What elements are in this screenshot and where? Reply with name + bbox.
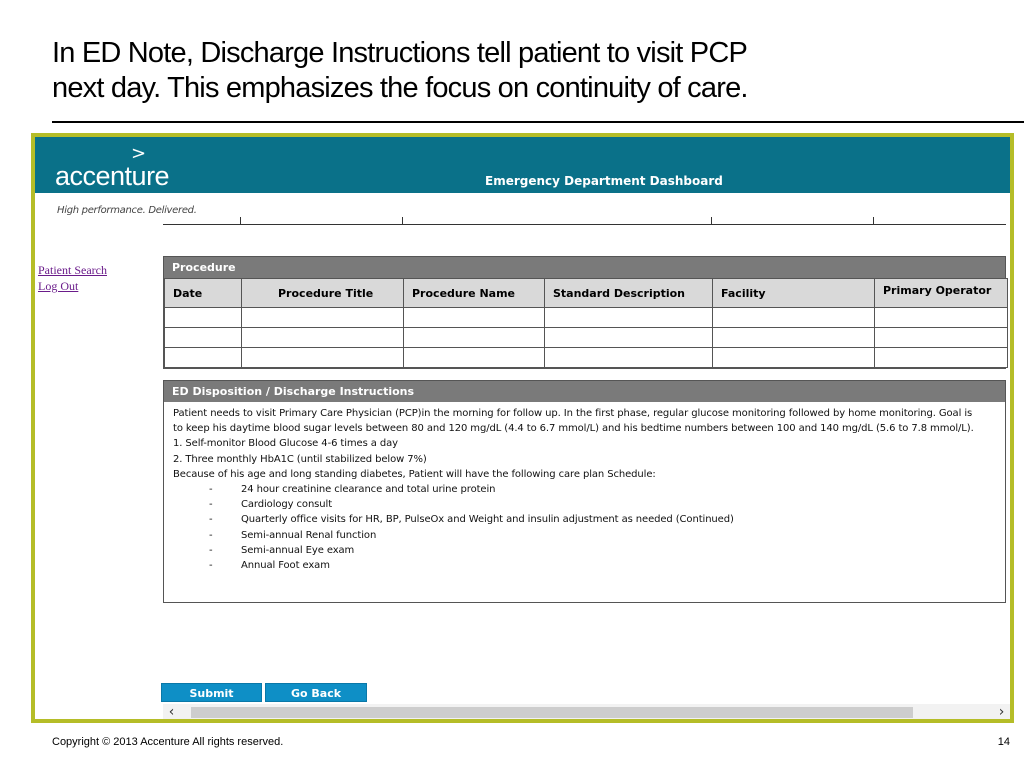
table-cell[interactable] — [545, 328, 713, 348]
table-cell[interactable] — [404, 348, 545, 368]
table-cell[interactable] — [242, 348, 404, 368]
instruction-line: to keep his daytime blood sugar levels between 80 and 120 mg/dL (4.4 to 6.7 mmol/L) and his bedtime numbers between 100 and 140 mg/dL (5.6 to 7.8 mmol/L). — [173, 423, 974, 435]
table-row[interactable] — [165, 308, 1008, 328]
table-cell[interactable] — [875, 328, 1008, 348]
previous-table-row-cutoff — [163, 217, 1006, 225]
app-header — [35, 137, 1010, 193]
list-item-text: Quarterly office visits for HR, BP, PulseOx and Weight and insulin adjustment as needed (Continued) — [241, 514, 734, 526]
table-cell[interactable] — [545, 308, 713, 328]
table-cell[interactable] — [165, 328, 242, 348]
table-cell[interactable] — [713, 348, 875, 368]
list-dash: - — [209, 484, 213, 496]
side-nav — [38, 262, 107, 294]
table-cell[interactable] — [545, 348, 713, 368]
list-item-text: Annual Foot exam — [241, 560, 330, 572]
list-item-text: Cardiology consult — [241, 499, 333, 511]
accenture-logo: accenture — [55, 161, 170, 191]
column-facility: Facility — [713, 279, 875, 308]
table-cell[interactable] — [242, 328, 404, 348]
list-dash: - — [209, 544, 213, 556]
table-cell[interactable] — [875, 348, 1008, 368]
table-cell[interactable] — [165, 348, 242, 368]
instruction-line: Because of his age and long standing diabetes, Patient will have the following care plan Schedule: — [173, 468, 656, 480]
table-cell[interactable] — [242, 308, 404, 328]
horizontal-scrollbar[interactable] — [163, 704, 1010, 721]
list-dash: - — [209, 499, 213, 511]
list-item-text: Semi-annual Eye exam — [241, 544, 355, 556]
care-plan-schedule-list — [173, 482, 996, 573]
list-item — [173, 528, 996, 543]
table-cell[interactable] — [875, 308, 1008, 328]
procedure-table — [164, 278, 1008, 368]
list-item — [173, 482, 996, 497]
log-out-link[interactable]: Log Out — [38, 279, 79, 293]
copyright-notice: Copyright © 2013 Accenture All rights reserved. — [52, 736, 284, 748]
table-cell[interactable] — [713, 308, 875, 328]
column-procedure-name: Procedure Name — [404, 279, 545, 308]
disposition-header: ED Disposition / Discharge Instructions — [164, 381, 1005, 402]
list-dash: - — [209, 514, 213, 526]
chevron-right-icon[interactable]: › — [998, 704, 1005, 720]
slide-title-line-2: next day. This emphasizes the focus on continuity of care. — [52, 72, 748, 104]
table-cell[interactable] — [165, 308, 242, 328]
procedure-header: Procedure — [164, 257, 1005, 278]
patient-search-link[interactable]: Patient Search — [38, 263, 107, 277]
procedure-panel — [163, 256, 1006, 369]
title-divider — [52, 121, 1024, 123]
list-item — [173, 543, 996, 558]
dashboard-screenshot — [31, 133, 1014, 723]
column-date: Date — [165, 279, 242, 308]
dashboard-title: Emergency Department Dashboard — [485, 174, 723, 188]
go-back-button[interactable]: Go Back — [265, 683, 367, 702]
column-standard-description: Standard Description — [545, 279, 713, 308]
instruction-line: 2. Three monthly HbA1C (until stabilized below 7%) — [173, 453, 427, 465]
list-dash: - — [209, 529, 213, 541]
discharge-instructions-text[interactable] — [164, 402, 1005, 577]
column-procedure-title: Procedure Title — [242, 279, 404, 308]
slide-title — [52, 36, 1002, 106]
list-item — [173, 558, 996, 573]
list-item — [173, 497, 996, 512]
column-primary-operator: Primary Operator — [875, 279, 1008, 308]
list-item-text: Semi-annual Renal function — [241, 529, 377, 541]
procedure-header-row — [165, 279, 1008, 308]
instruction-line: 1. Self-monitor Blood Glucose 4-6 times a day — [173, 438, 399, 450]
instruction-line: Patient needs to visit Primary Care Physician (PCP)in the morning for follow up. In the first phase, regular glucose monitoring followed by home monitoring. Goal is — [173, 408, 973, 419]
accenture-chevron-icon: > — [131, 143, 147, 164]
list-item-text: 24 hour creatinine clearance and total urine protein — [241, 484, 496, 496]
submit-button[interactable]: Submit — [161, 683, 262, 702]
list-item — [173, 512, 996, 527]
disposition-panel — [163, 380, 1006, 603]
table-row[interactable] — [165, 328, 1008, 348]
table-cell[interactable] — [404, 328, 545, 348]
tagline: High performance. Delivered. — [57, 205, 197, 216]
table-cell[interactable] — [404, 308, 545, 328]
slide-title-line-1: In ED Note, Discharge Instructions tell patient to visit PCP — [52, 37, 748, 69]
scrollbar-thumb[interactable] — [191, 707, 913, 718]
table-cell[interactable] — [713, 328, 875, 348]
list-dash: - — [209, 560, 213, 572]
chevron-left-icon[interactable]: ‹ — [168, 704, 175, 720]
table-row[interactable] — [165, 348, 1008, 368]
page-number: 14 — [997, 736, 1010, 748]
